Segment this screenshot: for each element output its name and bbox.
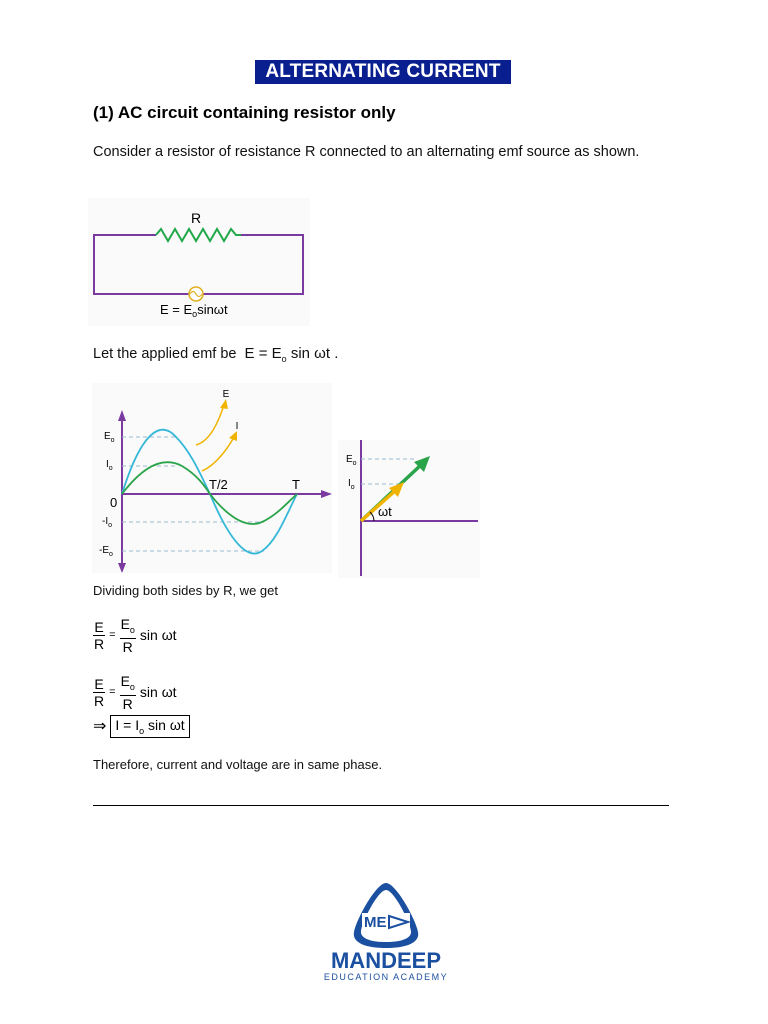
logo-mark: ME (364, 914, 387, 931)
graph-period: T (292, 477, 300, 492)
logo-emblem-icon (316, 880, 456, 986)
graph-half-period: T/2 (209, 477, 228, 492)
resistor-circuit-diagram (88, 198, 310, 326)
phasor-angle: ωt (378, 504, 392, 519)
conclusion-text: Therefore, current and voltage are in same phase. (93, 757, 383, 772)
section-divider (93, 805, 669, 806)
logo-name: MANDEEP (330, 948, 442, 973)
graph-label-E0: $E_o$ (104, 431, 115, 444)
page-title: ALTERNATING CURRENT (255, 60, 511, 84)
equation-2: $\frac{E}{R}$ = $\frac{E_o}{R}$ sin ωt (94, 673, 177, 712)
equation-1: $\frac{E}{R}$ = $\frac{E_o}{R}$ sin ωt (94, 616, 177, 655)
phasor-label-E0: $E_o$ (346, 454, 357, 467)
graph-label-I: I (235, 421, 239, 432)
graph-label-I0: $I_o$ (106, 459, 113, 472)
section-heading: (1) AC circuit containing resistor only (93, 103, 396, 122)
phasor-diagram (338, 440, 480, 578)
resistor-label: R (190, 210, 202, 226)
waveform-graph (92, 383, 332, 573)
applied-emf-line: Let the applied emf be $E = E_o$ sin ωt . (93, 345, 339, 364)
graph-label-E: E (222, 389, 230, 400)
equation-3-result: ⇒ $I = I_o$ sin ωt (93, 715, 190, 738)
graph-label-neg-E0: $-E_o$ (99, 545, 113, 558)
academy-logo (316, 880, 456, 986)
graph-label-neg-I0: $-I_o$ (102, 516, 113, 529)
dividing-text: Dividing both sides by R, we get (93, 583, 278, 598)
logo-tagline: EDUCATION ACADEMY (323, 972, 449, 982)
phasor-label-I0: $I_o$ (348, 478, 355, 491)
source-label: $E = E_o\sin\omega t$ (160, 302, 228, 319)
intro-paragraph: Consider a resistor of resistance R connected to an alternating emf source as shown. (93, 144, 640, 160)
graph-origin: 0 (110, 495, 118, 510)
